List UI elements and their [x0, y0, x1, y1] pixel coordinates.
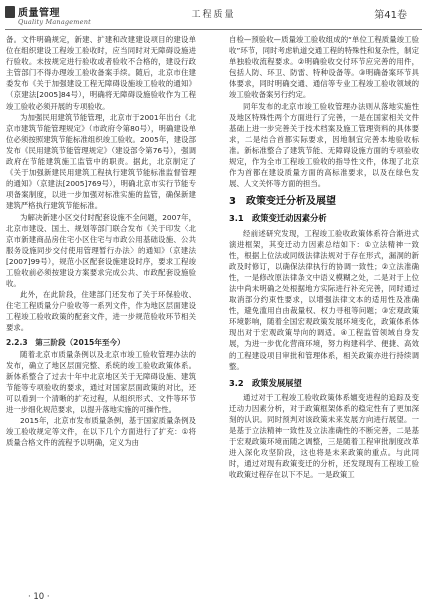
paragraph: 通过对于工程竣工验收政策体系嬗变进程的追踪及变迁动力因素分析，对于政策框架体系的稳定性有了更加深刻的认识。同时预判对该政策未来发展方向进行展望。一是基于立法精神一致性及立法准确性的不断完善，二是基于宏观政策环境而随之调整，三是随着工程审批制度改革进入深化攻坚阶段，这也将是未来政策的重点。与此同时，通过对现有政策变迁的分析，还发现现有工程竣工验收政策过程存在以下不足。一是政策工 [229, 392, 419, 480]
header-divider [5, 29, 422, 30]
paragraph: 为加强民用建筑节能管理，北京市于2001年出台《北京市建筑节能管理规定》（市政府令第80号），明确建设单位必须按照建筑节能标准组织竣工验收。2005年，建设部发布《民用建筑节能管理规定》（建设部令第76号），强调政府在节能建筑施工监管中的职责。据此，北京制定了《关于加强新建民用建筑工程执行建筑节能标准监督管理的通知》（京建法[2005]769号），明确北京市实行节能专项备案制度，以进一步加强对标准实施的监管，确保新建建筑严格执行建筑节能标准。 [6, 112, 196, 211]
subsection-heading: 2.2.3 第三阶段（2015年至今） [6, 337, 125, 347]
left-column [6, 34, 196, 448]
right-column [229, 34, 419, 481]
section-heading: 3 政策变迁分析及展望 [229, 196, 336, 208]
subsection-heading: 3.1 政策变迁动因素分析 [229, 213, 327, 224]
page-header [0, 0, 427, 36]
page-number: · 10 · [28, 592, 50, 602]
paragraph: 经前述研究发现，工程竣工验收政策体系符合渐进式演进框架，其变迁动力因素总结如下：①立法精神一致性，根据上位法或同级法律法规对于存在形式，漏洞的新政及时修订，以确保法律执行的协调一致性；②立法准确性，一是修改原法律条文中语义模糊之处，二是对于上位法中尚未明确之处根据地方实际进行补充完善，同时通过取消部分约束性要求，以增强法律文本的适用性及准确性，避免滥用自由裁量权、权力寻租等问题；③宏观政策环境影响，随着全国宏观政策发展环境变化，政策体系体现出对于宏观政策导向的调适。④工程监管领域自身发展，为进一步优化营商环境，努力构建科学、便捷、高效的工程建设项目审批和管理体系，相关政策亦进行持续调整。 [229, 228, 419, 371]
section-title: 质量管理 [18, 8, 60, 19]
paragraph: 备。文件明确规定，新建、扩建和改建建设项目的建设单位在组织建设工程竣工验收时，应当同时对无障碍设施进行验收。未按规定进行验收或者验收不合格的，建设行政主管部门不得办理竣工验收备案手续。随后，北京市住建委发布《关于加强建设工程无障碍设施竣工验收的通知》（京建法[2005]84号），明确将无障碍设施验收作为工程竣工验收必须开展的专项验收。 [6, 35, 196, 111]
paragraph: 自检—预验收—质量竣工验收组成的“单位工程质量竣工验收”环节，同时考虑轨道交通工程的特殊性和复杂性，制定单独验收流程要求。②明确验收交付环节应完善的用件，包括人防、环卫、防雷、特种设备等。③明确备案环节具体要求，同时明确交通、通信等专业工程竣工验收领域的竣工验收备案另行约定。 [229, 35, 419, 100]
paragraph: 随着北京市质量条例以及北京市竣工验收管理办法的发布，确立了地区层面完整、系统的竣工验收政策体系。新体系整合了过去十年中北京地区关于无障碍设施、建筑节能等专项验收的要求，通过对国家层面政策的对比，还可以看到一个清晰的扩充过程，从组织形式、文件等环节进一步细化规范要求，以提升落地实施的可操作性。 [6, 349, 196, 415]
paragraph: 此外，在此阶段，住建部门还发布了关于环保验收、住宅工程质量分户验收等一系列文件，作为地区层面建设工程竣工验收政策的配套文件，进一步规范验收环节相关要求。 [6, 290, 196, 333]
paragraph: 同年发布的北京市竣工验收管理办法则从落地实施性及地区特殊性两个方面进行了完善，一是在国家相关文件基础上进一步完善关于技术档案及施工管理资料的具体要求，二是结合首都实际要求，因地制宜完善本地验收标准。新标准整合了建筑节能、无障碍设施方面的专项验收规定，作为全市工程竣工验收的指导性文件，体现了北京作为首都在建设质量方面的高标准要求，以及在绿色发展、人文关怀等方面的担当。 [229, 101, 419, 189]
subsection-heading: 3.2 政策发展展望 [229, 377, 302, 388]
volume-label: 第41卷 [374, 10, 407, 21]
paragraph: 2015年，北京市发布质量条例，基于国家质量条例及竣工验收规定等文件，在以下几个方面进行了扩充：①将质量合格文件的流程予以明确，定义为由 [6, 416, 196, 448]
section-subtitle: Quality Management [18, 18, 91, 26]
journal-name: 工程质量 [191, 10, 236, 20]
paragraph: 为解决新建小区交付时配套设施不全问题，2007年，北京市建设、国土、规划等部门联合发布《关于印发〈北京市新建商品房住宅小区住宅与市政公用基础设施、公共服务设施同步交付使用管理暂行办法〉的通知》（京建法[2007]99号），规范小区配套设施建设时序，要求工程竣工验收前必须按建设方案要求完成公共、市政配套设施验收。 [6, 212, 196, 289]
